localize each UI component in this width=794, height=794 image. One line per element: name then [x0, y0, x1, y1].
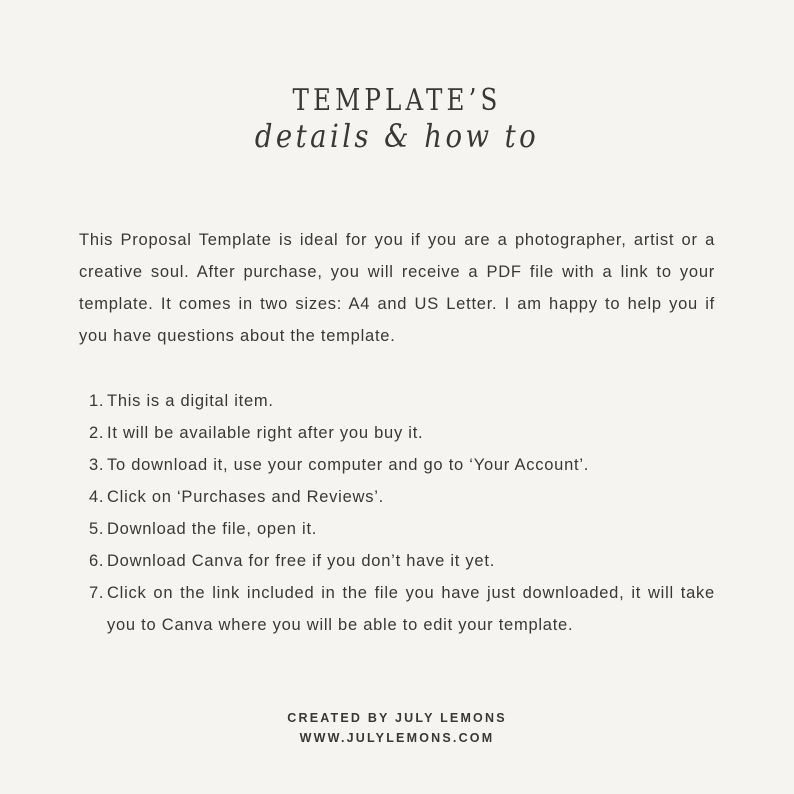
step-number: 3.	[89, 456, 105, 474]
step-text: Click on ‘Purchases and Reviews’.	[107, 488, 384, 506]
list-item	[89, 481, 715, 513]
step-text: To download it, use your computer and go to ‘Your Account’.	[107, 456, 590, 474]
step-text: This is a digital item.	[107, 392, 274, 410]
step-text: It will be available right after you buy it.	[107, 424, 424, 442]
step-number: 5.	[89, 520, 105, 538]
list-item	[89, 385, 715, 417]
page-subtitle: details & how to	[254, 117, 540, 155]
step-number: 7.	[89, 584, 105, 602]
steps-list	[89, 385, 715, 641]
page-title: TEMPLATE’S	[292, 83, 502, 118]
intro-paragraph: This Proposal Template is ideal for you if you are a photographer, artist or a creative soul. After purchase, you will receive a PDF file with a link to your template. It comes in two sizes: A4 and US Letter. I am happy to help you if you have questions about the template.	[79, 231, 715, 345]
list-item	[89, 513, 715, 545]
list-item	[89, 449, 715, 481]
website-label: WWW.JULYLEMONS.COM	[299, 731, 495, 745]
list-item	[89, 545, 715, 577]
title-block	[0, 84, 794, 154]
list-item	[89, 417, 715, 449]
footer-credits	[0, 708, 794, 748]
step-number: 1.	[89, 392, 105, 410]
step-number: 4.	[89, 488, 105, 506]
step-number: 2.	[89, 424, 105, 442]
created-by-label: CREATED BY JULY LEMONS	[287, 711, 507, 725]
list-item	[89, 577, 715, 641]
step-text: Download Canva for free if you don’t have it yet.	[107, 552, 496, 570]
step-text: Click on the link included in the file you have just downloaded, it will take you to Canva where you will be able to edit your template.	[107, 584, 715, 634]
step-text: Download the file, open it.	[107, 520, 318, 538]
step-number: 6.	[89, 552, 105, 570]
